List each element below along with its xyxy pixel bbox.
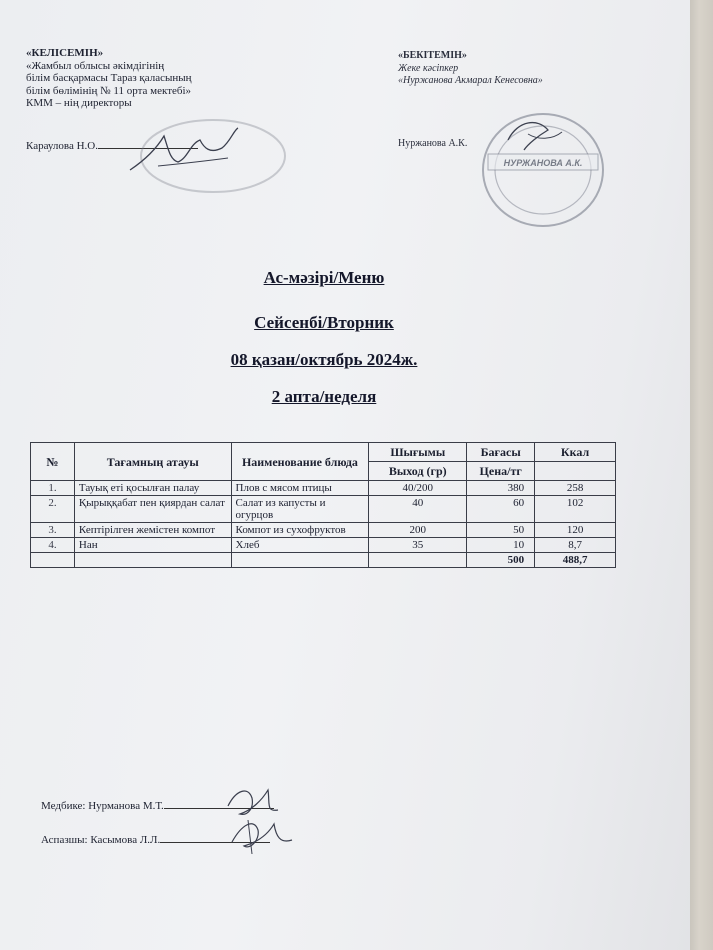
week-title: 2 апта/неделя [271, 387, 377, 406]
row-kcal: 102 [535, 496, 616, 523]
left-approval-block [26, 47, 192, 110]
header-price-ru: Цена/тг [467, 462, 535, 481]
page-edge [690, 0, 713, 950]
row-yield: 200 [369, 523, 467, 538]
left-signature-stamp-icon [118, 118, 288, 198]
header-kcal-empty [535, 462, 616, 481]
row-name-ru: Компот из сухофруктов [231, 523, 369, 538]
table-row [31, 481, 616, 496]
row-yield: 40/200 [369, 481, 467, 496]
row-price: 50 [467, 523, 535, 538]
total-price: 500 [467, 553, 535, 568]
row-yield: 40 [369, 496, 467, 523]
right-approval-line1: Жеке кәсіпкер [398, 62, 459, 74]
bottom-signatures-icon [218, 780, 308, 860]
right-approval-line2: «Нуржанова Акмарал Кенесовна» [398, 75, 543, 86]
medic-name: Медбике: Нурманова М.Т. [41, 800, 164, 812]
day-title: Сейсенбі/Вторник [254, 313, 394, 332]
right-signer-name: Нуржанова А.К. [398, 138, 468, 149]
row-no: 3. [31, 523, 75, 538]
header-name-kz: Тағамның атауы [74, 443, 231, 481]
menu-title: Ас-мәзірі/Меню [263, 268, 385, 287]
total-empty-3 [231, 553, 369, 568]
row-kcal: 120 [535, 523, 616, 538]
row-name-ru: Хлеб [231, 538, 369, 553]
total-empty-2 [74, 553, 231, 568]
row-price: 380 [467, 481, 535, 496]
table-row [31, 523, 616, 538]
menu-table [30, 442, 616, 568]
total-kcal: 488,7 [535, 553, 616, 568]
table-total-row [31, 553, 616, 568]
left-approval-line4: КММ – нің директоры [26, 97, 132, 109]
row-kcal: 258 [535, 481, 616, 496]
row-no: 2. [31, 496, 75, 523]
row-name-kz: Кептірілген жемістен компот [74, 523, 231, 538]
date-title: 08 қазан/октябрь 2024ж. [230, 350, 418, 369]
header-kcal: Ккал [535, 443, 616, 462]
row-kcal: 8,7 [535, 538, 616, 553]
right-signer-row [398, 138, 467, 151]
total-empty-4 [369, 553, 467, 568]
right-approval-title: «БЕКІТЕМІН» [398, 50, 467, 61]
row-no: 4. [31, 538, 75, 553]
right-approval-block [398, 50, 543, 88]
left-approval-title: «КЕЛІСЕМІН» [26, 47, 104, 59]
left-signer-name: Караулова Н.О. [26, 140, 98, 152]
header-price-kz: Бағасы [467, 443, 535, 462]
row-name-kz: Қырыққабат пен қиярдан салат [74, 496, 231, 523]
header-no: № [31, 443, 75, 481]
header-name-ru: Наименование блюда [231, 443, 369, 481]
row-price: 10 [467, 538, 535, 553]
round-stamp-icon [478, 110, 608, 230]
stamp-name-text: НУРЖАНОВА А.К. [503, 158, 583, 168]
cook-name: Аспазшы: Касымова Л.Л. [41, 834, 161, 846]
total-empty-1 [31, 553, 75, 568]
row-name-kz: Нан [74, 538, 231, 553]
left-approval-line2: білім басқармасы Тараз қаласының [26, 72, 192, 84]
table-header-row [31, 443, 616, 462]
row-name-ru: Салат из капусты и огурцов [231, 496, 369, 523]
table-row [31, 538, 616, 553]
row-no: 1. [31, 481, 75, 496]
row-yield: 35 [369, 538, 467, 553]
table-row [31, 496, 616, 523]
row-price: 60 [467, 496, 535, 523]
header-yield-ru: Выход (гр) [369, 462, 467, 481]
left-approval-line3: білім бөлімінің № 11 орта мектебі» [26, 84, 192, 97]
row-name-kz: Тауық еті қосылған палау [74, 481, 231, 496]
row-name-ru: Плов с мясом птицы [231, 481, 369, 496]
left-approval-line1: «Жамбыл облысы әкімдігінің [26, 59, 165, 72]
header-yield-kz: Шығымы [369, 443, 467, 462]
